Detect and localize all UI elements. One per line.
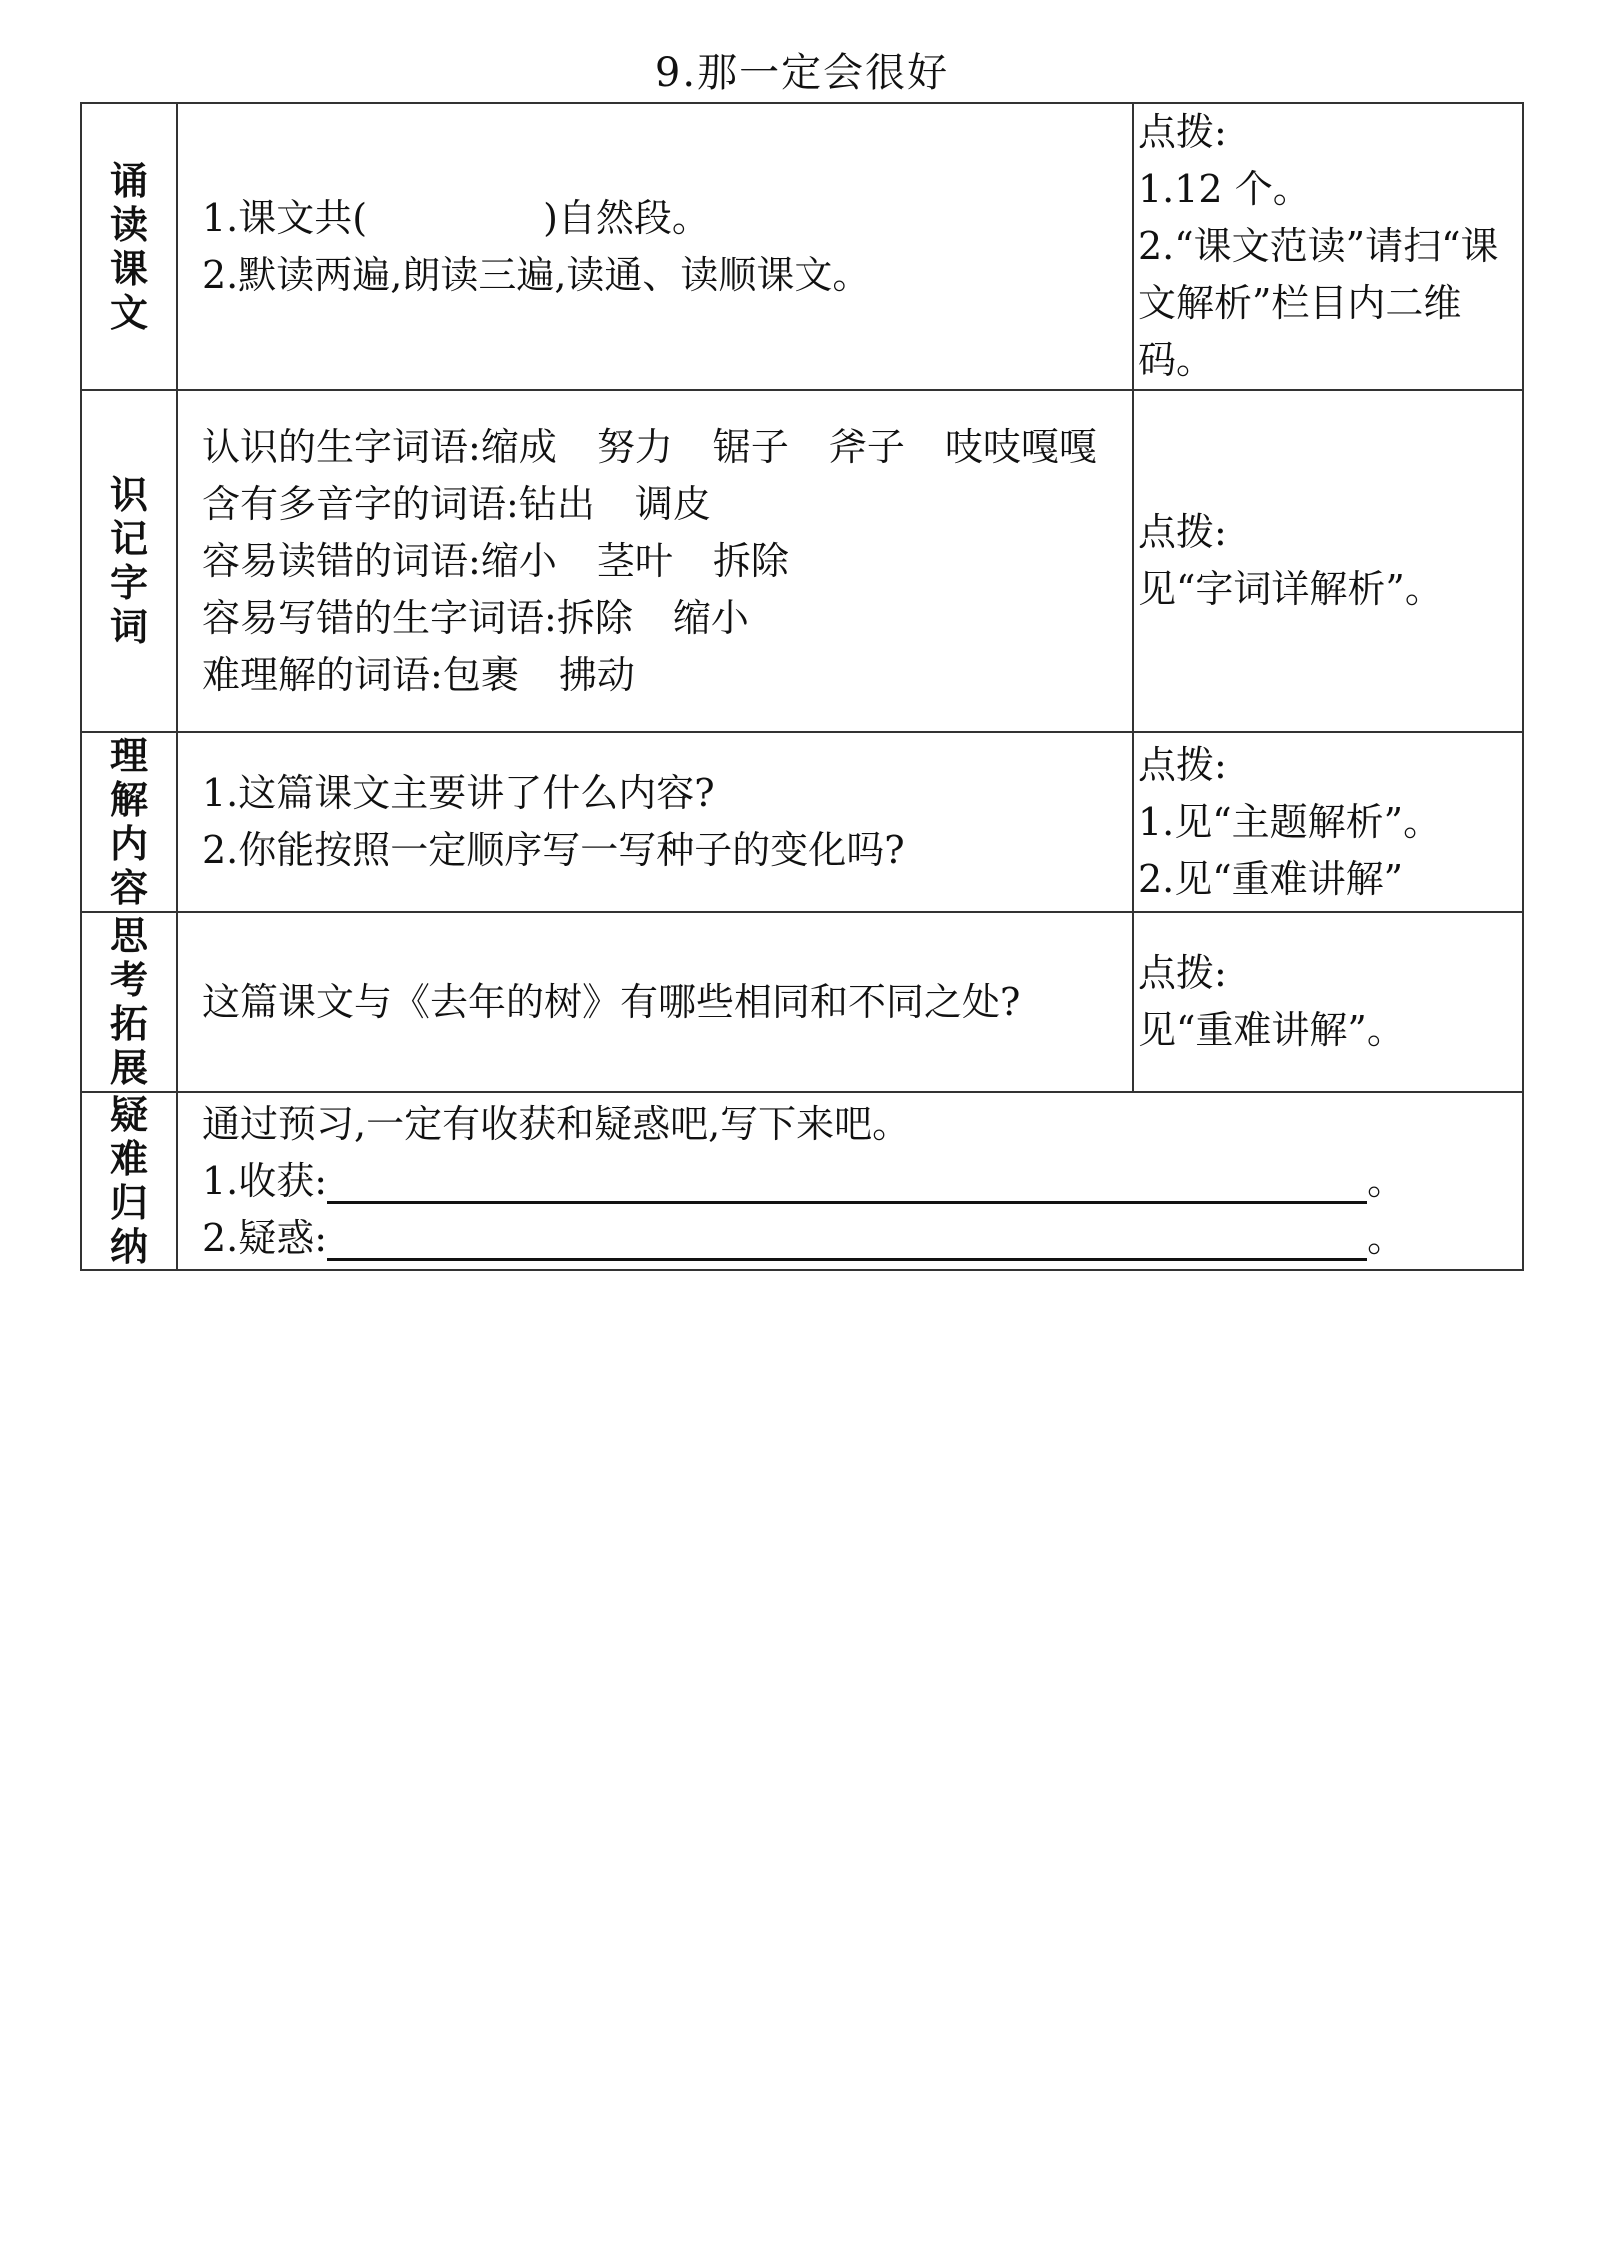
preview-worksheet-table: [80, 102, 1524, 1271]
hint-item: 2.见“重难讲解”: [1138, 856, 1404, 901]
hint-heading: 点拨:: [1138, 510, 1227, 554]
hint-heading: 点拨:: [1138, 742, 1227, 787]
row-extension: [81, 912, 1523, 1092]
row-comprehension: [81, 732, 1523, 912]
end-mark: 。: [1367, 1215, 1406, 1260]
reading-task: 2.默读两遍,朗读三遍,读通、读顺课文。: [202, 252, 871, 297]
hint-item: 2.“课文范读”请扫“课文解析”栏目内二维码。: [1138, 224, 1499, 382]
task-vocabulary: [177, 390, 1133, 732]
row-vocabulary: [81, 390, 1523, 732]
hint-read-aloud: [1133, 103, 1523, 390]
section-label-extension: 思 考 拓 展: [81, 912, 177, 1092]
section-label-vocabulary: 识 记 字 词: [81, 390, 177, 732]
summary-intro: 通过预习,一定有收获和疑惑吧,写下来吧。: [202, 1101, 911, 1146]
hint-extension: [1133, 912, 1523, 1092]
hint-item: 见“字词详解析”。: [1138, 567, 1443, 611]
task-comprehension: [177, 732, 1133, 912]
doubt-label: 2.疑惑:: [202, 1215, 328, 1260]
vocab-line-difficult: 难理解的词语:包裹 拂动: [202, 652, 635, 697]
section-label-comprehension: 理 解 内 容: [81, 732, 177, 912]
vocab-line-miswritten: 容易写错的生字词语:拆除 缩小: [202, 595, 749, 640]
gain-label: 1.收获:: [202, 1158, 328, 1203]
hint-heading: 点拨:: [1138, 110, 1227, 154]
doubt-answer-line[interactable]: [327, 1214, 1367, 1261]
task-extension: [177, 912, 1133, 1092]
vocab-line-polyphonic: 含有多音字的词语:钻出 调皮: [202, 481, 711, 526]
vocab-line-misread: 容易读错的词语:缩小 茎叶 拆除: [202, 538, 789, 583]
vocab-line-new-words: 认识的生字词语:缩成 努力 锯子 斧子 吱吱嘎嘎: [202, 424, 1097, 469]
task-read-aloud: [177, 103, 1133, 390]
end-mark: 。: [1367, 1158, 1406, 1203]
hint-item: 1.12 个。: [1138, 167, 1311, 211]
gain-row: [202, 1153, 1500, 1210]
hint-item: 见“重难讲解”。: [1138, 1008, 1405, 1052]
gain-answer-line[interactable]: [327, 1157, 1367, 1204]
question-item: 2.你能按照一定顺序写一写种子的变化吗?: [202, 828, 905, 872]
hint-vocabulary: [1133, 390, 1523, 732]
section-label-summary: 疑 难 归 纳: [81, 1092, 177, 1270]
question-item: 1.这篇课文主要讲了什么内容?: [202, 771, 715, 815]
hint-comprehension: [1133, 732, 1523, 912]
section-label-read-aloud: 诵 读 课 文: [81, 103, 177, 390]
paragraph-count-question: 1.课文共( )自然段。: [202, 195, 710, 240]
question-item: 这篇课文与《去年的树》有哪些相同和不同之处?: [202, 979, 1021, 1024]
doubt-row: [202, 1210, 1500, 1267]
page-title: 9.那一定会很好: [654, 50, 950, 96]
task-summary: [177, 1092, 1523, 1270]
hint-item: 1.见“主题解析”。: [1138, 799, 1442, 844]
row-summary: [81, 1092, 1523, 1270]
row-read-aloud: [81, 103, 1523, 390]
hint-heading: 点拨:: [1138, 951, 1227, 995]
